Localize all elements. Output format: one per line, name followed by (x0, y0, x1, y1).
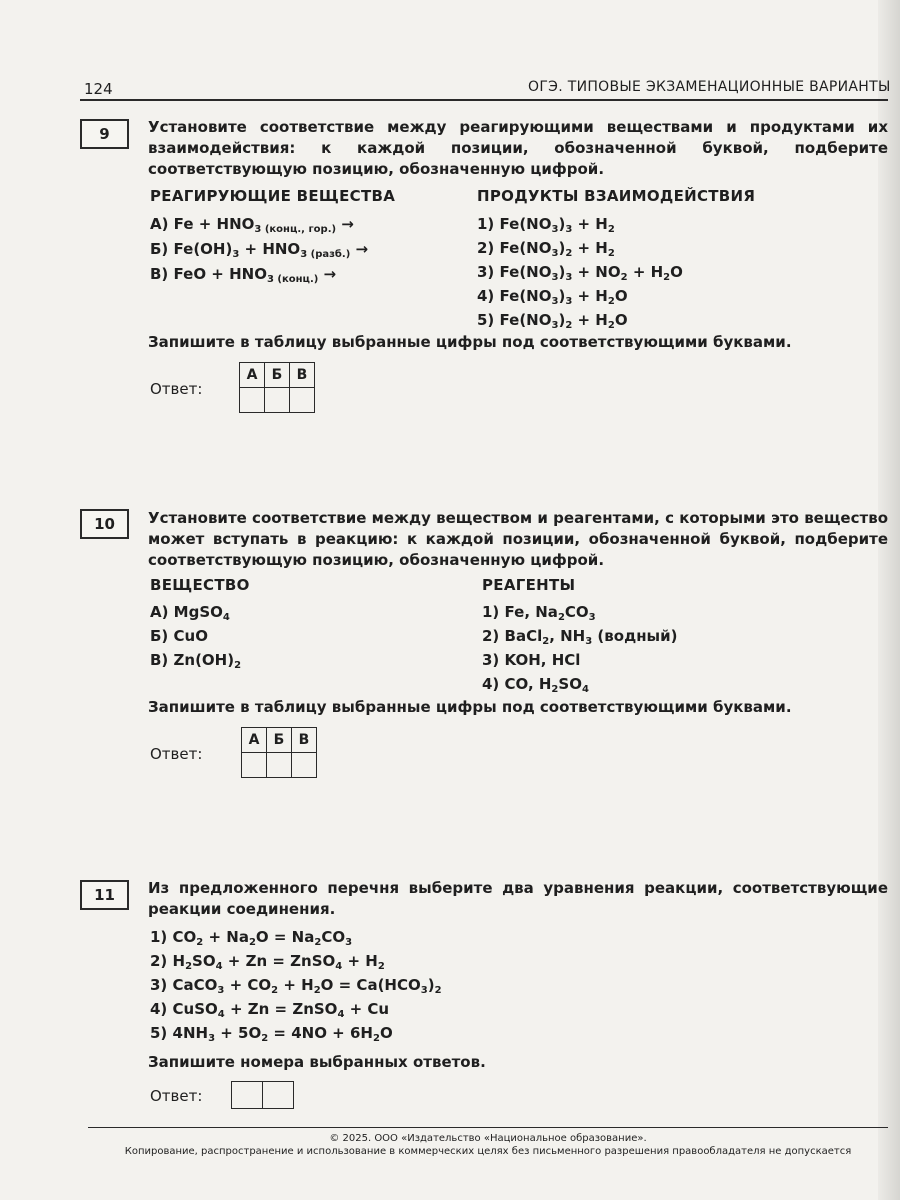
task-9-right-heading: ПРОДУКТЫ ВЗАИМОДЕЙСТВИЯ (477, 187, 756, 205)
task-10-reagent-1: 1) Fe, $Na_2CO_3$ (482, 603, 596, 623)
answer-header-a: А (242, 728, 267, 753)
answer-header-v: В (292, 728, 317, 753)
task-9-item-a: А) $Fe + HNO_3$ $_{(конц., гор.)}$ → (150, 215, 354, 235)
task-9-product-1: 1) $Fe(NO_3)_3 + H_2$ (477, 215, 615, 235)
task-10-item-b: Б) CuO (150, 627, 208, 645)
task-10-left-heading: ВЕЩЕСТВО (150, 576, 250, 594)
answer-header-b: Б (265, 363, 290, 388)
task-9-product-3: 3) $Fe(NO_3)_3 + NO_2 + H_2O$ (477, 263, 683, 283)
task-11-number: 11 (80, 880, 129, 910)
header-rule (80, 99, 888, 101)
task-9-answer-table (239, 362, 315, 413)
footer-notice: Копирование, распространение и использование в коммерческих целях без письменного разрешения правообладателя не допускается (124, 1146, 852, 1157)
task-10-reagent-2: 2) BaCl$_2$, $NH_3$ (водный) (482, 627, 678, 647)
task-11-answer-label: Ответ: (150, 1087, 203, 1105)
task-10-reagent-3: 3) KOH, HCl (482, 651, 581, 669)
answer-header-a: А (240, 363, 265, 388)
answer-header-v: В (290, 363, 315, 388)
task-11-option-3: 3) CaCO$_3$ + $CO_2 + H_2O = Ca(HCO_3)_2$ (150, 976, 442, 996)
footer-rule (88, 1127, 888, 1128)
answer-cell-v[interactable] (292, 753, 317, 778)
task-10-number: 10 (80, 509, 129, 539)
task-9-product-4: 4) $Fe(NO_3)_3 + H_2O$ (477, 287, 628, 307)
page-number: 124 (84, 80, 113, 98)
task-11-option-4: 4) CuSO$_4$ + Zn = ZnSO$_4$ + Cu (150, 1000, 390, 1020)
task-9-answer-label: Ответ: (150, 380, 203, 398)
task-10-item-v: В) $Zn(OH)_2$ (150, 651, 242, 671)
task-9-number: 9 (80, 119, 129, 149)
answer-cell-1[interactable] (232, 1082, 263, 1109)
task-10-instruction: Запишите в таблицу выбранные цифры под соответствующими буквами. (148, 698, 792, 716)
task-10-answer-table (241, 727, 317, 778)
task-11-text: Из предложенного перечня выберите два уравнения реакции, соответствующие реакции соединения. (148, 879, 888, 918)
task-10-text: Установите соответствие между веществом и реагентами, с которыми это вещество может вступать в реакцию: к каждой позиции, обозначенной буквой, подберите соответствующую позицию, обозначенную цифрой. (148, 509, 888, 569)
task-11-option-1: 1) $CO_2 + Na_2O = Na_2CO_3$ (150, 928, 353, 948)
task-11-instruction: Запишите номера выбранных ответов. (148, 1053, 486, 1071)
task-10-item-a: А) MgSO$_4$ (150, 603, 230, 623)
task-9-instruction: Запишите в таблицу выбранные цифры под соответствующими буквами. (148, 333, 792, 351)
answer-cell-v[interactable] (290, 388, 315, 413)
page-edge-shadow (878, 0, 900, 1200)
task-9-text: Установите соответствие между реагирующими веществами и продуктами их взаимодействия: к каждой позиции, обозначенной буквой, подберите соответствующую позицию, обозначенную цифрой. (148, 118, 888, 178)
answer-cell-2[interactable] (263, 1082, 294, 1109)
task-9-item-b: Б) $Fe(OH)_3 + HNO_3$ $_{(разб.)}$ → (150, 240, 369, 260)
footer-copyright: © 2025. ООО «Издательство «Национальное образование». (329, 1133, 647, 1144)
task-11-option-5: 5) $4NH_3 + 5O_2 = 4NO + 6H_2O$ (150, 1024, 393, 1044)
task-9-item-v: В) FeO + $HNO_3$ $_{(конц.)}$ → (150, 265, 337, 285)
answer-cell-a[interactable] (242, 753, 267, 778)
task-9-product-2: 2) $Fe(NO_3)_2 + H_2$ (477, 239, 615, 259)
task-10-reagent-4: 4) CO, $H_2SO_4$ (482, 675, 589, 695)
answer-cell-b[interactable] (265, 388, 290, 413)
answer-cell-b[interactable] (267, 753, 292, 778)
task-11-option-2: 2) $H_2SO_4 + Zn$ = ZnSO$_4$ + $H_2$ (150, 952, 385, 972)
task-10-right-heading: РЕАГЕНТЫ (482, 576, 576, 594)
answer-header-b: Б (267, 728, 292, 753)
task-9-left-heading: РЕАГИРУЮЩИЕ ВЕЩЕСТВА (150, 187, 396, 205)
task-10-answer-label: Ответ: (150, 745, 203, 763)
answer-cell-a[interactable] (240, 388, 265, 413)
task-9-product-5: 5) $Fe(NO_3)_2 + H_2O$ (477, 311, 628, 331)
running-title: ОГЭ. ТИПОВЫЕ ЭКЗАМЕНАЦИОННЫЕ ВАРИАНТЫ (528, 79, 891, 95)
task-11-answer-table (231, 1081, 294, 1109)
